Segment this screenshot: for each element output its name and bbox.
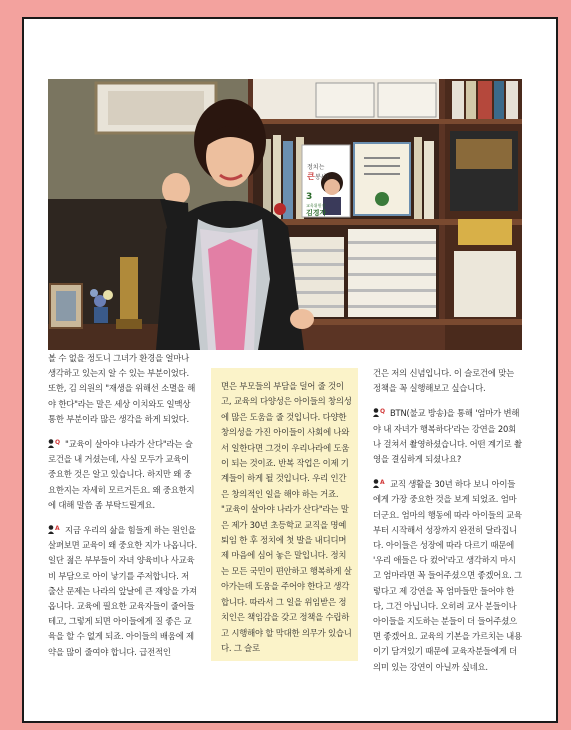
question-marker-icon bbox=[48, 438, 62, 447]
svg-text:교육위원장 bbox=[306, 202, 325, 208]
svg-text:Q: Q bbox=[380, 408, 385, 416]
svg-text:김경자 bbox=[306, 208, 327, 217]
svg-text:정치는 bbox=[307, 163, 325, 171]
answer-marker-icon bbox=[373, 478, 387, 487]
svg-text:봉사! bbox=[315, 173, 329, 181]
svg-text:A: A bbox=[380, 479, 385, 487]
book-caption-name: 김경자 bbox=[306, 209, 327, 217]
article-column-1 bbox=[48, 351, 198, 670]
book-caption-text-2: 봉사! bbox=[315, 174, 329, 181]
column3-question bbox=[373, 406, 523, 467]
article-column-3 bbox=[373, 366, 523, 685]
column3-answer bbox=[373, 477, 523, 675]
photo-illustration bbox=[48, 79, 522, 350]
article-column-2-highlight bbox=[211, 368, 358, 661]
column1-question-text: "교육이 살아야 나라가 산다"라는 슬로건을 내 거셨는데, 사실 모두가 교육이 중요한 것은 알고 있습니다. 하지만 왜 중요한지는 자세히 모르거든요. 왜 중요한지에 대해 말씀 좀 부탁드릴게요. bbox=[48, 439, 195, 510]
book-caption-number: 3 bbox=[306, 192, 313, 202]
column2-text: 면은 부모들의 부담을 덜어 줄 것이고, 교육의 다양성은 아이들의 창의성에 많은 도움을 줄 것입니다. 다양한 창의성을 가진 아이들이 사회에 나와서 일한다면 그것이 우리나라에 도움이 되는 것이죠. 반복 작업은 이제 기계들이 하게 될 것입니다. 우리 인간은 창의적인 일을 해야 하는 거죠. "교육이 살아야 나라가 산다"라는 말은 제가 30년 초등학교 교직을 명예퇴임 한 후 정치에 첫 발을 내디디며 제 마음에 심어 놓은 말입니다. 정치는 모든 국민이 편안하고 행복하게 살아가는데 도움을 주어야 한다고 생각합니다. 따라서 그 일을 위임받은 정치인은 책임감을 갖고 정책을 수립하고 시행해야 할 막대한 의무가 있습니다. 그 슬로 bbox=[221, 381, 352, 653]
column1-question bbox=[48, 437, 198, 513]
column3-answer-text: 교직 생활을 30년 하다 보니 아이들에게 가장 중요한 것을 보게 되었죠. 엄마더군요. 엄마의 행동에 따라 아이들의 교육부터 시작해서 성장까지 완전히 달라집니다. 아이들은 성장에 따라 다르기 때문에 '우리 애들은 다 컸어'라고 생각하지 마시고 엄마라면 꼭 들어주셨으면 좋겠어요. 그렇다고 제 강연을 꼭 엄마들만 들어야 한다, 그건 아닙니다. 오히려 교사 분들이나 아이들을 지도하는 분들이 더 들어주셨으면 좋겠어요. 교육의 기본을 가르치는 내용이기 담겨있기 때문에 교육자분들에게 더 의미 있는 강연이 아닐까 싶네요. bbox=[373, 479, 522, 672]
book-caption-small: 교육위원장 bbox=[306, 203, 326, 208]
column3-question-text: BTN(불교 방송)을 통해 '엄마가 변해야 내 자녀가 행복하다'라는 강연을 20회나 걸쳐서 촬영하셨습니다. 어떤 계기로 촬영을 결심하게 되셨나요? bbox=[373, 408, 522, 465]
column1-answer-text: 지금 우리의 삶을 힘들게 하는 원인을 살펴보면 교육이 왜 중요한 지가 나옵니다. 일단 젊은 부부들이 자녀 양육비나 사교육비 부담으로 아이 낳기를 주저합니다. 저 출산 문제는 나라의 앞날에 큰 재앙을 가져옵니다. 교육에 필요한 교육자들이 줄어들 테고, 그렇게 되면 아이들에게 질 좋은 교육을 할 수 없게 되죠. 아이들의 배움에 제약을 많이 줄여야 합니다. 급전적인 bbox=[48, 525, 197, 657]
column1-answer bbox=[48, 523, 198, 660]
book-caption-text: 정치는 bbox=[307, 164, 325, 171]
answer-marker-icon bbox=[48, 524, 62, 533]
svg-text:3 bbox=[306, 192, 312, 202]
book-caption-highlight: 큰 bbox=[307, 172, 315, 181]
svg-text:큰 bbox=[306, 172, 315, 181]
column3-paragraph: 건은 저의 신념입니다. 이 슬로건에 맞는 정책을 꼭 실행해보고 싶습니다. bbox=[373, 368, 515, 394]
svg-text:A: A bbox=[55, 525, 60, 533]
svg-text:Q: Q bbox=[55, 439, 60, 447]
column1-paragraph: 볼 수 없을 정도니 그녀가 환경을 얼마나 생각하고 있는지 알 수 있는 부분이었다. 또한, 김 의원의 "재생을 위해선 소멸을 해야 한다"라는 말은 세상 이치와도 일맥상통한 부분이라 많은 생각을 하게 되었다. bbox=[48, 353, 196, 424]
question-marker-icon bbox=[373, 407, 387, 416]
interview-photo bbox=[48, 79, 522, 350]
